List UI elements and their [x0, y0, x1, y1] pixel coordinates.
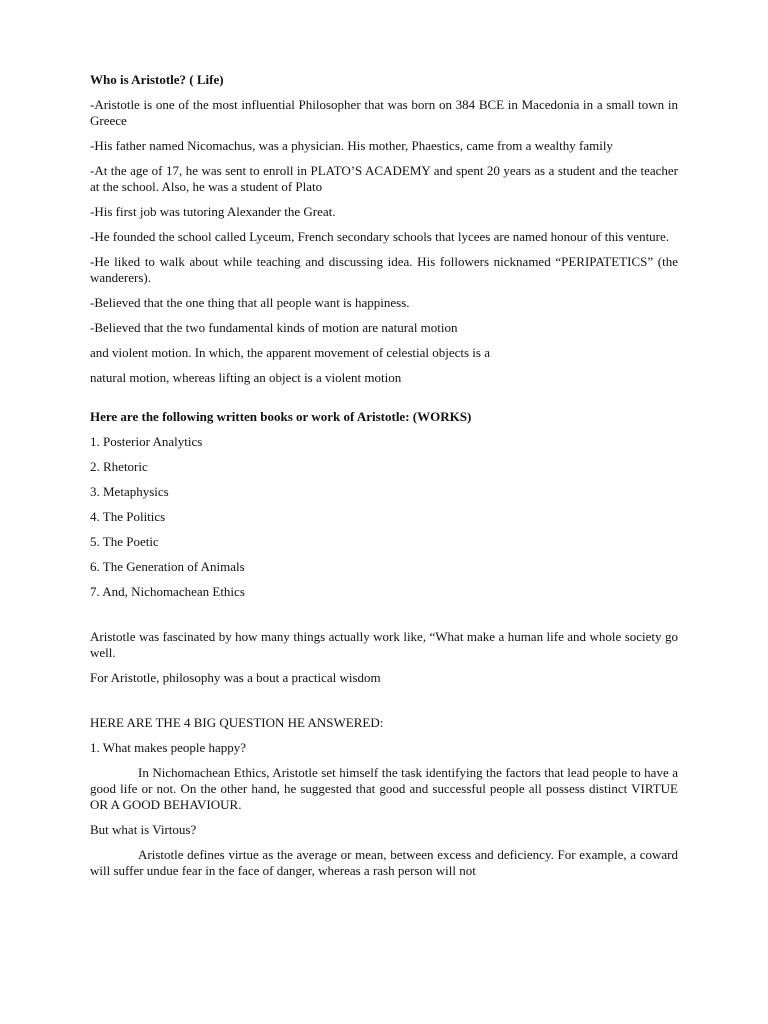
- works-list-item: 3. Metaphysics: [90, 484, 169, 499]
- works-list-item: 7. And, Nichomachean Ethics: [90, 584, 245, 599]
- life-paragraph-motion-1: -Believed that the two fundamental kinds of motion are natural motion: [90, 320, 458, 335]
- virtue-question: But what is Virtous?: [90, 822, 197, 837]
- works-list-item: 4. The Politics: [90, 509, 166, 524]
- life-paragraph-motion-2: and violent motion. In which, the apparent movement of celestial objects is a: [90, 345, 490, 360]
- works-list-item: 2. Rhetoric: [90, 459, 148, 474]
- life-paragraph-first-job: -His first job was tutoring Alexander the Great.: [90, 204, 336, 219]
- practical-wisdom-paragraph: For Aristotle, philosophy was a bout a practical wisdom: [90, 670, 381, 685]
- section-spacer: [90, 609, 678, 629]
- questions-heading: HERE ARE THE 4 BIG QUESTION HE ANSWERED:: [90, 715, 384, 730]
- life-paragraph-parents: -His father named Nicomachus, was a physician. His mother, Phaestics, came from a wealthy family: [90, 138, 613, 153]
- life-paragraph-lyceum: -He founded the school called Lyceum, French secondary schools that lycees are named honour of this venture.: [90, 229, 670, 244]
- document-page: [90, 72, 678, 888]
- life-paragraph-peripatetics: -He liked to walk about while teaching and discussing idea. His followers nicknamed “PERIPATETICS” (the wanderers).: [90, 254, 678, 285]
- section-spacer: [90, 695, 678, 715]
- question-1: 1. What makes people happy?: [90, 740, 247, 755]
- section-spacer: [90, 395, 678, 409]
- life-paragraph-birth: -Aristotle is one of the most influential Philosopher that was born on 384 BCE in Macedonia in a small town in Greece: [90, 97, 678, 128]
- works-list-item: 5. The Poetic: [90, 534, 159, 549]
- life-paragraph-motion-3: natural motion, whereas lifting an object is a violent motion: [90, 370, 402, 385]
- question-1-body: In Nichomachean Ethics, Aristotle set himself the task identifying the factors that lead people to have a good life or not. On the other hand, he suggested that good and successful people all possess distinct VIRTUE OR A GOOD BEHAVIOUR.: [90, 765, 678, 812]
- life-paragraph-happiness: -Believed that the one thing that all people want is happiness.: [90, 295, 410, 310]
- works-heading: Here are the following written books or work of Aristotle: (WORKS): [90, 409, 472, 424]
- fascination-paragraph: Aristotle was fascinated by how many things actually work like, “What make a human life and whole society go well.: [90, 629, 678, 660]
- works-list-item: 6. The Generation of Animals: [90, 559, 245, 574]
- life-paragraph-academy: -At the age of 17, he was sent to enroll in PLATO’S ACADEMY and spent 20 years as a student and the teacher at the school. Also, he was a student of Plato: [90, 163, 678, 194]
- life-heading: Who is Aristotle? ( Life): [90, 72, 224, 87]
- virtue-body: Aristotle defines virtue as the average or mean, between excess and deficiency. For example, a coward will suffer undue fear in the face of danger, whereas a rash person will not: [90, 847, 678, 878]
- works-list-item: 1. Posterior Analytics: [90, 434, 203, 449]
